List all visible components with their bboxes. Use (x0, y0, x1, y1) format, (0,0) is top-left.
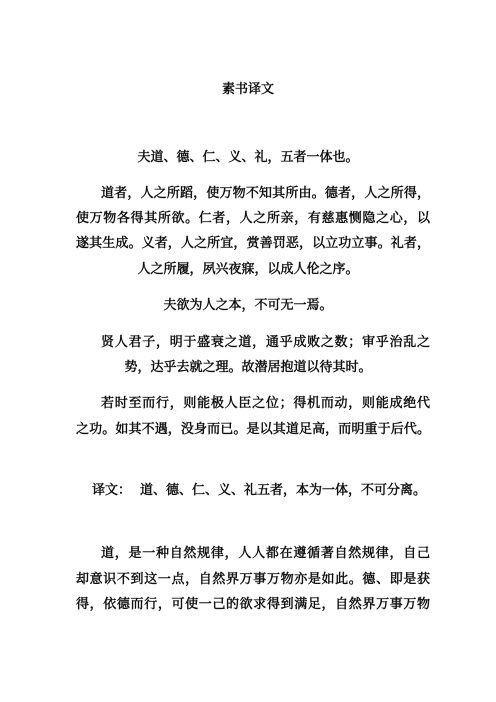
text-line: 贤人君子，明于盛衰之道，通乎成败之数；审乎治乱之 (101, 335, 430, 350)
text-line: 得，依德而行，可使一己的欲求得到满足，自然界万事万物 (76, 597, 430, 612)
text-line: 夫欲为人之本，不可无一焉。 (163, 298, 333, 313)
text-line: 夫道、德、仁、义、礼，五者一体也。 (137, 150, 359, 165)
text-line: 势，达乎去就之理。故潜居抱道以待其时。 (124, 360, 372, 375)
text-line: 人之所履，夙兴夜寐，以成人伦之序。 (137, 262, 359, 277)
text-line: 却意识不到这一点，自然界万事万物亦是如此。德、即是获 (76, 572, 430, 587)
text-line: 道者，人之所蹈，使万物不知其所由。德者，人之所得， (101, 186, 430, 201)
text-line: 遂其生成。义者，人之所宜，赏善罚恶，以立功立事。礼者， (76, 236, 430, 251)
text-line: 之功。如其不遇，没身而已。是以其道足高，而明重于后代。 (76, 422, 430, 437)
translation-heading-line: 译文： 道、德、仁、义、礼五者，本为一体，不可分离。 (92, 483, 427, 498)
document-title: 素书译文 (221, 82, 274, 97)
text-line: 使万物各得其所欲。仁者，人之所亲，有慈惠恻隐之心，以 (76, 211, 430, 226)
text-line: 若时至而行，则能极人臣之位；得机而动，则能成绝代 (101, 396, 430, 411)
text-line: 道，是一种自然规律，人人都在遵循著自然规律，自己 (101, 546, 430, 561)
